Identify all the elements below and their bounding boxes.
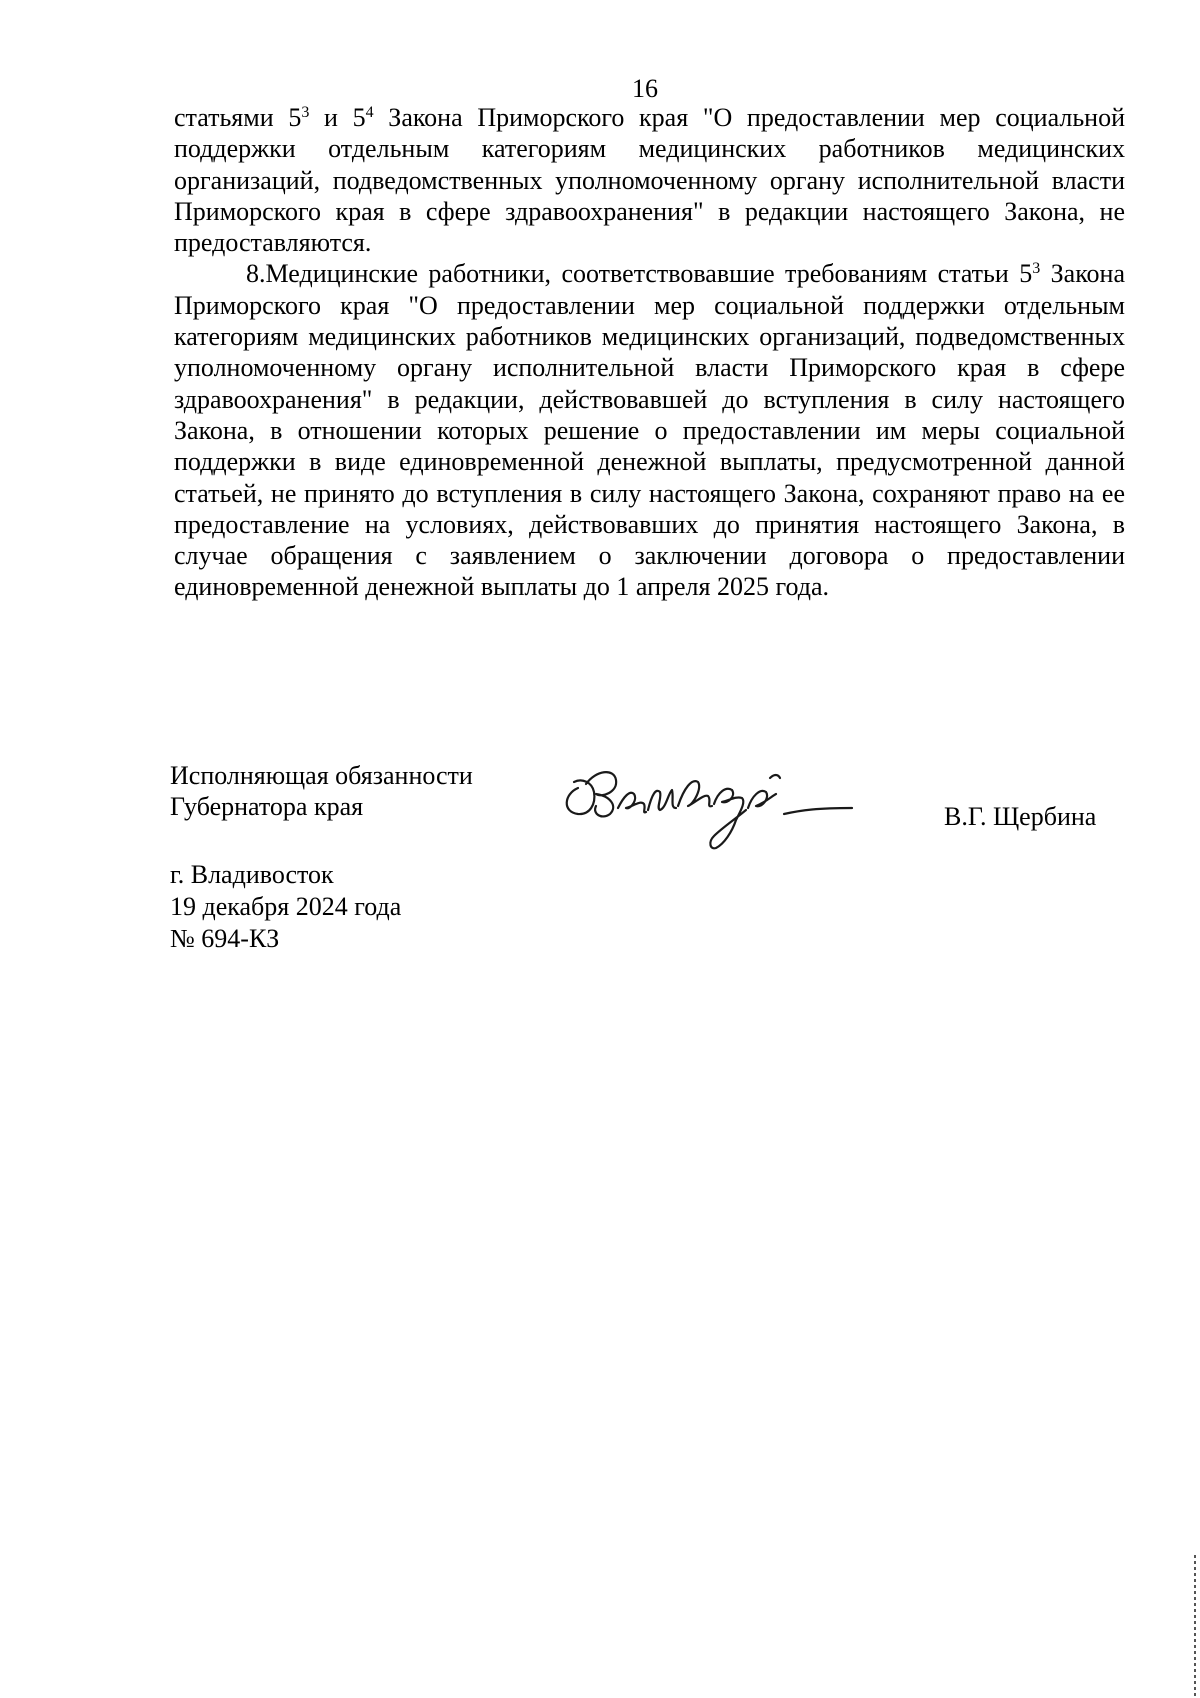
paragraph-item-8 <box>174 258 1125 602</box>
scan-edge-artifact <box>1194 1555 1196 1698</box>
superscript: 4 <box>365 104 374 121</box>
paragraph-text: и 5 <box>309 103 366 132</box>
handwritten-signature <box>556 748 866 856</box>
issue-date: 19 декабря 2024 года <box>170 892 402 921</box>
issue-city: г. Владивосток <box>170 860 334 889</box>
signatory-title-line: Исполняющая обязанности <box>170 761 473 790</box>
signatory-title <box>170 760 473 822</box>
paragraph-text: Закона Приморского края "О предоставлении мер социальной поддержки отдельным категориям медицинских работников медицинских организаций, подведомственных уполномоченному органу исполнительной власти Приморского края в сфере здравоохранения" в редакции, действовавшей до вступления в силу настоящего Закона, в отношении которых решение о предоставлении им меры социальной поддержки в виде единовременной денежной выплаты, предусмотренной данной статьей, не принято до вступления в силу настоящего Закона, сохраняют право на ее предоставление на условиях, действовавших до принятия настоящего Закона, в случае обращения с заявлением о заключении договора о предоставлении единовременной денежной выплаты до 1 апреля 2025 года. <box>174 259 1125 602</box>
superscript: 3 <box>301 104 310 121</box>
document-body <box>174 102 1125 603</box>
paragraph-text: 8.Медицинские работники, соответствовавшие требованиям статьи 5 <box>246 259 1033 289</box>
signer-name: В.Г. Щербина <box>944 802 1097 831</box>
paragraph-continuation <box>174 102 1125 258</box>
superscript: 3 <box>1032 260 1041 278</box>
paragraph-text: статьями 5 <box>174 103 302 132</box>
signatory-title-line: Губернатора края <box>170 792 364 821</box>
page-number: 16 <box>632 74 658 103</box>
paragraph-text: Закона Приморского края "О предоставлении мер социальной поддержки отдельным категориям медицинских работников медицинских организаций, подведомственных уполномоченному органу исполнительной власти Приморского края в сфере здравоохранения" в редакции настоящего Закона, не предоставляются. <box>174 103 1126 258</box>
document-issue-info <box>170 859 401 955</box>
document-number: № 694-КЗ <box>170 924 280 953</box>
